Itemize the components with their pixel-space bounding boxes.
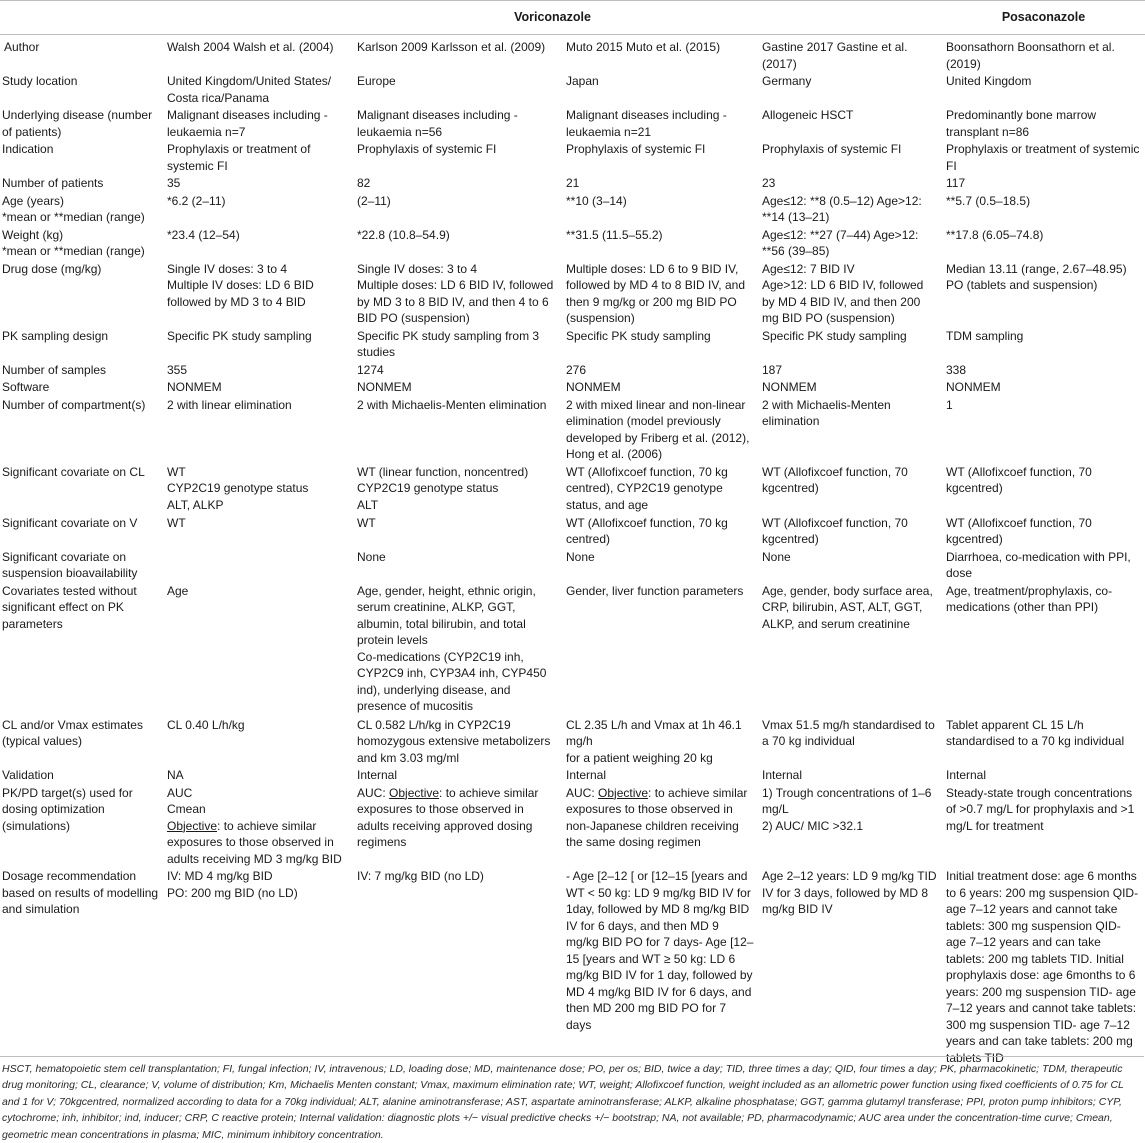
table-cell: 117: [946, 176, 966, 190]
table-row: [0, 106, 1145, 140]
table-cell: United Kingdom: [946, 74, 1032, 88]
table-row: [0, 260, 1145, 327]
table-cell: Specific PK study sampling: [167, 328, 312, 343]
author-cell: Walsh 2004 Walsh et al. (2004): [167, 40, 334, 54]
row-label: Weight (kg) *mean or **median (range): [2, 227, 145, 258]
drug-group-row: [0, 1, 1145, 35]
table-row: [0, 361, 1145, 379]
table-cell: Internal: [566, 768, 607, 782]
table-cell: CL 0.40 L/h/kg: [167, 717, 245, 732]
row-label: Study location: [2, 74, 78, 88]
row-label: Dosage recommendation based on results of modelling and simulation: [2, 869, 159, 916]
table-row: [0, 72, 1145, 106]
table-cell: WT CYP2C19 genotype status ALT, ALKP: [167, 464, 309, 512]
table-cell: Predominantly bone marrow transplant n=86: [946, 108, 1097, 139]
table-cell: **17.8 (6.05–74.8): [946, 227, 1044, 242]
author-cell: Gastine 2017 Gastine et al. (2017): [762, 40, 908, 71]
table-cell: WT (Allofixcoef function, 70 kgcentred): [946, 515, 1092, 546]
table-cell: AUC: Objective: to achieve similar exposures to those observed in adults receiving approved dosing regimens: [357, 785, 539, 849]
table-cell: Prophylaxis of systemic FI: [357, 142, 497, 156]
table-cell: NONMEM: [566, 380, 621, 394]
author-label: Author: [4, 40, 40, 54]
objective-emphasis: Objective: [167, 818, 218, 833]
table-cell: Europe: [357, 74, 396, 88]
table-row: [0, 548, 1145, 582]
table-cell: United Kingdom/United States/ Costa rica/Panama: [167, 74, 332, 105]
table-cell: TDM sampling: [946, 328, 1024, 343]
table-cell: WT (linear function, noncentred) CYP2C19 genotype status ALT: [357, 464, 529, 512]
table-cell: None: [357, 549, 386, 564]
table-cell: NONMEM: [762, 380, 817, 394]
table-cell: None: [566, 549, 595, 564]
table-row: [0, 784, 1145, 868]
row-label: Significant covariate on V: [2, 515, 138, 530]
row-label: Number of patients: [2, 176, 104, 190]
table-cell: 82: [357, 176, 371, 190]
table-cell: Age 2–12 years: LD 9 mg/kg TID IV for 3 days, followed by MD 8 mg/kg BID IV: [762, 869, 937, 916]
table-cell: WT: [357, 515, 376, 530]
table-cell: Diarrhoea, co-medication with PPI, dose: [946, 549, 1131, 580]
table-row: [0, 716, 1145, 767]
table-cell: 1274: [357, 362, 384, 377]
row-label: Number of samples: [2, 362, 107, 377]
posaconazole-group-header: Posaconazole: [942, 1, 1145, 35]
table-cell: *23.4 (12–54): [167, 227, 240, 242]
row-label: Software: [2, 380, 50, 394]
table-row: [0, 174, 1145, 192]
table-cell: WT (Allofixcoef function, 70 kgcentred): [762, 464, 908, 495]
table-cell: Median 13.11 (range, 2.67–48.95) PO (tablets and suspension): [946, 261, 1127, 292]
table-cell: IV: MD 4 mg/kg BID PO: 200 mg BID (no LD): [167, 869, 298, 900]
table-row: [0, 582, 1145, 716]
table-cell: Internal: [946, 768, 987, 782]
row-label: Age (years) *mean or **median (range): [2, 193, 145, 224]
table-cell: AUC: Objective: to achieve similar exposures to those observed in non-Japanese children receiving the same dosing regimen: [566, 785, 748, 849]
table-cell: - Age [2–12 [ or [12–15 [years and WT < 50 kg: LD 9 mg/kg BID IV for 1day, followed by MD 8 mg/kg BID IV for 6 days, and then MD 9 mg/kg BID PO for 7 days- Age [12–15 [years and WT ≥ 50 kg: LD 6 mg/kg BID IV for 1 day, followed by MD 4 mg/kg BID IV for 6 days, and then MD 200 mg BID PO for 7 days: [566, 869, 754, 1032]
table-cell: None: [762, 549, 791, 564]
table-cell: NA: [167, 768, 184, 782]
table-row: [0, 514, 1145, 548]
table-cell: *22.8 (10.8–54.9): [357, 227, 450, 242]
table-cell: Age≤12: **8 (0.5–12) Age>12: **14 (13–21): [762, 193, 922, 224]
row-label: Significant covariate on CL: [2, 464, 145, 479]
table-row: [0, 192, 1145, 226]
table-cell: Single IV doses: 3 to 4 Multiple doses: LD 6 BID IV, followed by MD 3 to 8 BID IV, and then 4 to 6 BID PO (suspension): [357, 261, 554, 325]
table-cell: CL 2.35 L/h and Vmax at 1h 46.1 mg/h for a patient weighing 20 kg: [566, 717, 742, 765]
table-cell: Multiple doses: LD 6 to 9 BID IV, followed by MD 4 to 8 BID IV, and then 9 mg/kg or 200 mg BID PO (suspension): [566, 261, 745, 325]
table-cell: **5.7 (0.5–18.5): [946, 193, 1031, 208]
author-row: [0, 35, 1145, 73]
table-cell: NONMEM: [167, 380, 222, 394]
table-cell: Gender, liver function parameters: [566, 583, 744, 598]
author-cell: Muto 2015 Muto et al. (2015): [566, 40, 721, 54]
objective-emphasis: Objective: [389, 785, 440, 800]
table-cell: 355: [167, 362, 188, 377]
table-cell: 338: [946, 362, 967, 377]
table-cell: Specific PK study sampling: [762, 328, 907, 343]
table-cell: 1: [946, 397, 953, 412]
author-cell: Boonsathorn Boonsathorn et al. (2019): [946, 40, 1115, 71]
table-row: [0, 463, 1145, 514]
table-cell: Age≤12: **27 (7–44) Age>12: **56 (39–85): [762, 227, 919, 258]
table-cell: CL 0.582 L/h/kg in CYP2C19 homozygous extensive metabolizers and km 3.03 mg/ml: [357, 717, 551, 765]
table-cell: Initial treatment dose: age 6 months to 6 years: 200 mg suspension QID- age 7–12 years and cannot take tablets: 300 mg suspension QID- age 7–12 years and can take tablets: 200 mg tablets TID. Initial prophylaxis dose: age 6months to 6 years: 200 mg suspension TID- age 7–12 years and cannot take tablets: 300 mg suspension TID- age 7–12 years and can take tablets: 200 mg tablets TID: [946, 869, 1139, 1065]
table-cell: Vmax 51.5 mg/h standardised to a 70 kg individual: [762, 717, 935, 748]
table-cell: Age, treatment/prophylaxis, co-medications (other than PPI): [946, 583, 1113, 614]
table-cell: Prophylaxis or treatment of systemic FI: [946, 142, 1140, 173]
table-row: [0, 396, 1145, 463]
table-cell: Japan: [566, 74, 599, 88]
table-cell: 2 with Michaelis-Menten elimination: [357, 397, 547, 412]
table-cell: Internal: [762, 768, 803, 782]
table-cell: 23: [762, 176, 776, 190]
table-cell: [163, 548, 353, 582]
row-label: Indication: [2, 142, 54, 156]
table-cell: **31.5 (11.5–55.2): [566, 227, 663, 242]
table-cell: NONMEM: [357, 380, 412, 394]
table-cell: NONMEM: [946, 380, 1001, 394]
objective-emphasis: Objective: [598, 785, 649, 800]
table-row: [0, 378, 1145, 396]
row-label: Number of compartment(s): [2, 397, 146, 412]
row-label: Significant covariate on suspension bioavailability: [2, 549, 138, 580]
table-row: [0, 327, 1145, 361]
table-row: [0, 140, 1145, 174]
row-label: Validation: [2, 768, 54, 782]
table-cell: *6.2 (2–11): [167, 193, 226, 208]
row-label: Underlying disease (number of patients): [2, 108, 153, 139]
table-cell: IV: 7 mg/kg BID (no LD): [357, 869, 484, 883]
table-cell: 35: [167, 176, 181, 190]
table-cell: Single IV doses: 3 to 4 Multiple IV doses: LD 6 BID followed by MD 3 to 4 BID: [167, 261, 314, 309]
table-cell: Specific PK study sampling from 3 studies: [357, 328, 540, 359]
table-cell: 2 with mixed linear and non-linear elimination (model previously developed by Friberg et al. (2012), Hong et al. (2006): [566, 397, 750, 461]
table-cell: Malignant diseases including - leukaemia n=56: [357, 108, 518, 139]
table-cell: Tablet apparent CL 15 L/h standardised to a 70 kg individual: [946, 717, 1125, 748]
table-cell: 21: [566, 176, 580, 190]
table-cell: WT (Allofixcoef function, 70 kgcentred): [762, 515, 908, 546]
table-cell: (2–11): [357, 193, 391, 208]
table-cell: 2 with linear elimination: [167, 397, 292, 412]
table-cell: Prophylaxis or treatment of systemic FI: [167, 142, 311, 173]
table-row: [0, 226, 1145, 260]
row-label: Covariates tested without significant effect on PK parameters: [2, 583, 137, 631]
table-cell: Steady-state trough concentrations of >0.7 mg/L for prophylaxis and >1 mg/L for treatment: [946, 785, 1135, 833]
table-cell: AUC Cmean Objective: to achieve similar exposures to those observed in adults receiving MD 3 mg/kg BID: [167, 785, 342, 866]
table-cell: Age, gender, body surface area, CRP, bilirubin, AST, ALT, GGT, ALKP, and serum creatinine: [762, 583, 933, 631]
table-cell: Allogeneic HSCT: [762, 108, 854, 122]
table-cell: Malignant diseases including - leukaemia n=21: [566, 108, 727, 139]
table-cell: Age: [167, 583, 189, 598]
author-cell: Karlson 2009 Karlsson et al. (2009): [357, 40, 546, 54]
table-cell: Specific PK study sampling: [566, 328, 711, 343]
table-cell: 276: [566, 362, 587, 377]
table-row: [0, 766, 1145, 784]
row-label: Drug dose (mg/kg): [2, 261, 102, 276]
table-row: [0, 867, 1145, 1066]
row-label: PK sampling design: [2, 328, 109, 343]
table-cell: Prophylaxis of systemic FI: [566, 142, 706, 156]
table-cell: Age, gender, height, ethnic origin, serum creatinine, ALKP, GGT, albumin, total bilirubin, and total protein levels Co-medications (CYP2C19 inh, CYP2C9 inh, CYP3A4 inh, CYP450 ind), underlying disease, and presence of mucositis: [357, 583, 547, 713]
table-footnote: HSCT, hematopoietic stem cell transplantation; FI, fungal infection; IV, intravenous; LD, loading dose; MD, maintenance dose; PO, per os; BID, twice a day; TID, three times a day; QID, four times a day; PK, pharmacokinetic; TDM, therapeutic drug monitoring; CL, clearance; V, volume of distribution; Km, Michaelis Menten constant; Vmax, maximum elimination rate; WT, weight; Allofixcoef function, weight included as an allometric power function using fixed coefficients of 0.75 for CL and 1 for V; 70kgcentred, normalized according to data for a 70kg individual; ALT, alanine aminotransferase; AST, aspartate aminotransferase; ALKP, alkaline phosphatase; GGT, gamma glutamyl transferase; PPI, proton pump inhibitors; CYP, cytochrome; inh, inhibitor; ind, inducer; CRP, C reactive protein; Internal validation: diagnostic plots +/− visual predictive checks +/− bootstrap; NA, not available; PD, pharmacodynamic; AUC area under the concentration-time curve; Cmean, geometric mean concentrations in plasma; MIC, minimum inhibitory concentration.: [0, 1056, 1144, 1143]
table-cell: Age≤12: 7 BID IV Age>12: LD 6 BID IV, followed by MD 4 BID IV, and then 200 mg BID PO (suspension): [762, 261, 924, 325]
table-cell: 2 with Michaelis-Menten elimination: [762, 397, 891, 428]
row-label: PK/PD target(s) used for dosing optimization (simulations): [2, 785, 133, 833]
table-cell: 1) Trough concentrations of 1–6 mg/L 2) AUC/ MIC >32.1: [762, 785, 932, 833]
table-cell: Internal: [357, 768, 398, 782]
table-cell: 187: [762, 362, 783, 377]
table-cell: Prophylaxis of systemic FI: [762, 142, 902, 156]
table-cell: Malignant diseases including - leukaemia n=7: [167, 108, 328, 139]
row-label: CL and/or Vmax estimates (typical values): [2, 717, 143, 748]
table-cell: **10 (3–14): [566, 193, 627, 208]
table-cell: WT (Allofixcoef function, 70 kg centred), CYP2C19 genotype status, and age: [566, 464, 728, 512]
table-cell: Germany: [762, 74, 812, 88]
table-cell: WT (Allofixcoef function, 70 kgcentred): [946, 464, 1092, 495]
table-cell: WT (Allofixcoef function, 70 kg centred): [566, 515, 728, 546]
table-cell: WT: [167, 515, 186, 530]
voriconazole-group-header: Voriconazole: [163, 1, 942, 35]
